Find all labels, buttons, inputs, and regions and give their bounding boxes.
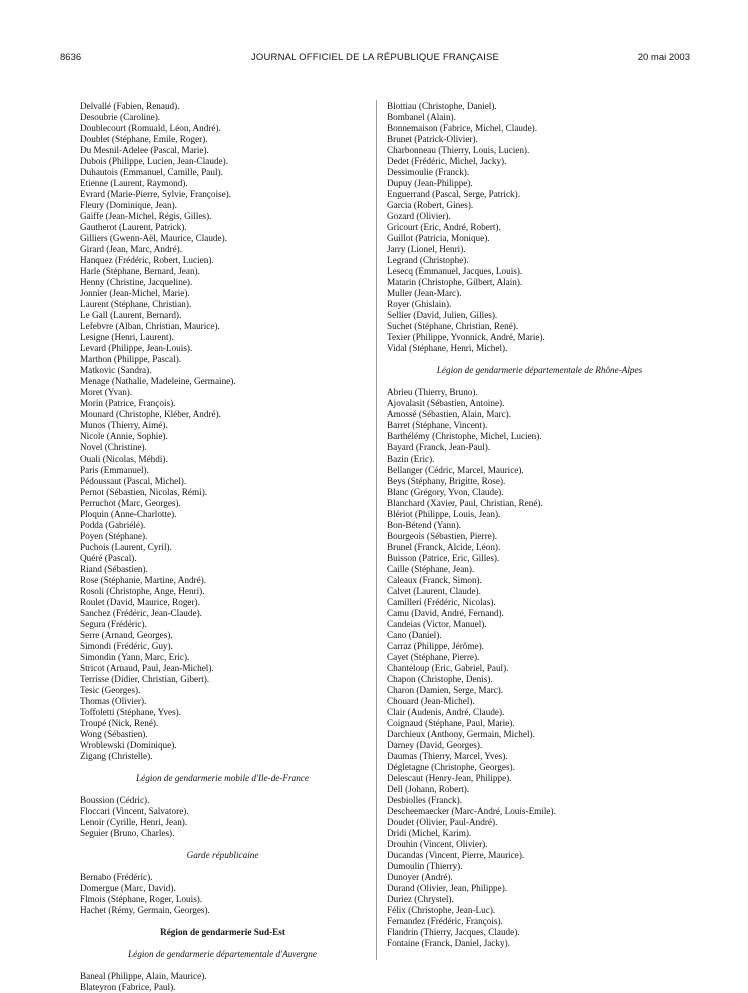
name-entry: Puchois (Laurent, Cyril).	[80, 541, 172, 552]
name-entry: Charbonneau (Thierry, Louis, Lucien).	[387, 145, 530, 156]
left-column	[80, 101, 365, 993]
journal-title: JOURNAL OFFICIEL DE LA RÉPUBLIQUE FRANÇAISE	[250, 52, 500, 63]
publication-date: 20 mai 2003	[637, 52, 690, 63]
name-entry: Matkovic (Sandra).	[80, 365, 152, 376]
name-entry: Bombanel (Alain).	[387, 112, 456, 123]
name-entry: Laurent (Stéphane, Christian).	[80, 299, 192, 310]
name-entry: Thomas (Olivier).	[80, 695, 147, 706]
section-heading: Garde républicaine	[186, 850, 259, 861]
name-entry: Texier (Philippe, Yvonnick, André, Marie).	[387, 332, 545, 343]
name-entry: Fernandez (Frédéric, François).	[387, 916, 503, 927]
name-entry: Doudet (Olivier, Paul-André).	[387, 817, 498, 828]
name-entry: Dubois (Philippe, Lucien, Jean-Claude).	[80, 156, 228, 167]
section-heading: Légion de gendarmerie mobile d'Ile-de-France	[136, 772, 309, 783]
name-entry: Sanchez (Frédéric, Jean-Claude).	[80, 607, 202, 618]
name-entry: Pédoussaut (Pascal, Michel).	[80, 475, 187, 486]
name-entry: Hachet (Rémy, Germain, Georges).	[80, 905, 210, 916]
name-entry: Félix (Christophe, Jean-Luc).	[387, 905, 496, 916]
name-entry: Gricourt (Eric, André, Robert).	[387, 222, 501, 233]
name-entry: Flandrin (Thierry, Jacques, Claude).	[387, 927, 520, 938]
name-entry: Duhautois (Emmanuel, Camille, Paul).	[80, 167, 223, 178]
name-entry: Gozard (Olivier).	[387, 211, 451, 222]
name-entry: Flmois (Stéphane, Roger, Louis).	[80, 894, 203, 905]
name-entry: Rose (Stéphanie, Martine, André).	[80, 574, 207, 585]
name-entry: Levard (Philippe, Jean-Louis).	[80, 343, 193, 354]
name-entry: Morin (Patrice, François).	[80, 398, 176, 409]
name-entry: Simondi (Frédéric, Guy).	[80, 640, 173, 651]
name-entry: Fleury (Dominique, Jean).	[80, 200, 177, 211]
name-entry: Suchet (Stéphane, Christian, René).	[387, 321, 519, 332]
name-entry: Dunoyer (André).	[387, 872, 453, 883]
blank-line	[387, 354, 692, 365]
name-entry: Vidal (Stéphane, Henri, Michel).	[387, 343, 508, 354]
name-entry: Segura (Frédéric).	[80, 618, 147, 629]
name-entry: Descheemaecker (Marc-André, Louis-Emile).	[387, 806, 556, 816]
name-entry: Blériot (Philippe, Louis, Jean).	[387, 508, 501, 519]
name-entry: Dridi (Michel, Karim).	[387, 828, 472, 839]
name-entry: Bonnemaison (Fabrice, Michel, Claude).	[387, 123, 538, 134]
right-column	[387, 101, 692, 949]
name-entry: Zigang (Christelle).	[80, 750, 153, 761]
name-entry: Fontaine (Franck, Daniel, Jacky).	[387, 938, 510, 949]
name-entry: Gautherot (Laurent, Patrick).	[80, 222, 187, 233]
name-entry: Buisson (Patrice, Eric, Gilles).	[387, 552, 500, 563]
name-entry: Ducandas (Vincent, Pierre, Maurice).	[387, 850, 525, 861]
name-entry: Durand (Olivier, Jean, Philippe).	[387, 883, 508, 894]
name-entry: Bernabo (Frédéric).	[80, 872, 153, 883]
name-entry: Clair (Audenis, André, Claude).	[387, 706, 505, 717]
name-entry: Desbiolles (Franck).	[387, 794, 463, 805]
name-entry: Mounard (Christophe, Kléber, André).	[80, 409, 221, 420]
name-entry: Lesecq (Emmanuel, Jacques, Louis).	[387, 266, 523, 277]
name-entry: Darchieux (Anthony, Germain, Michel).	[387, 728, 535, 739]
name-entry: Chouard (Jean-Michel).	[387, 695, 475, 706]
name-entry: Amossé (Sébastien, Alain, Marc).	[387, 409, 512, 420]
blank-line	[80, 938, 365, 949]
blank-line	[80, 861, 365, 872]
name-entry: Garcia (Robert, Gines).	[387, 200, 474, 211]
name-entry: Doublecourt (Romuald, Léon, André).	[80, 123, 221, 134]
name-entry: Podda (Gabriélé).	[80, 519, 146, 530]
name-entry: Dégletagne (Christophe, Georges).	[387, 761, 515, 772]
name-entry: Muller (Jean-Marc).	[387, 288, 462, 299]
name-entry: Roulet (David, Maurice, Roger).	[80, 596, 200, 607]
name-entry: Enguerrand (Pascal, Serge, Patrick).	[387, 189, 521, 200]
name-entry: Abrieu (Thierry, Bruno).	[387, 387, 478, 398]
name-entry: Gaiffe (Jean-Michel, Régis, Gilles).	[80, 211, 212, 222]
name-entry: Legrand (Christophe).	[387, 255, 469, 266]
name-entry: Wong (Sébastien).	[80, 728, 148, 739]
name-entry: Quéré (Pascal).	[80, 552, 137, 563]
name-entry: Bellanger (Cédric, Marcel, Maurice).	[387, 464, 524, 475]
name-entry: Novel (Christine).	[80, 442, 147, 453]
blank-line	[80, 762, 365, 773]
name-entry: Barret (Stéphane, Vincent).	[387, 420, 488, 431]
name-entry: Dell (Johann, Robert).	[387, 783, 470, 794]
name-entry: Du Mesnil-Adelee (Pascal, Marie).	[80, 145, 209, 156]
page-number: 8636	[60, 52, 82, 63]
name-entry: Ouali (Nicolas, Méhdi).	[80, 453, 168, 464]
name-entry: Floccari (Vincent, Salvatore).	[80, 806, 189, 816]
name-entry: Pernot (Sébastien, Nicolas, Rémi).	[80, 486, 208, 497]
name-entry: Blottiau (Christophe, Daniel).	[387, 101, 497, 111]
name-entry: Darney (David, Georges).	[387, 739, 483, 750]
name-entry: Munos (Thierry, Aimé).	[80, 420, 168, 431]
name-entry: Caille (Stéphane, Jean).	[387, 563, 475, 574]
name-entry: Caleaux (Franck, Simon).	[387, 574, 482, 585]
name-entry: Boussion (Cédric).	[80, 794, 150, 805]
blank-line	[80, 839, 365, 850]
name-entry: Hanquez (Frédéric, Robert, Lucien).	[80, 255, 214, 266]
name-entry: Menage (Nathalie, Madeleine, Germaine).	[80, 376, 236, 387]
name-entry: Coignaud (Stéphane, Paul, Marie).	[387, 717, 515, 728]
name-entry: Royer (Ghislain).	[387, 299, 452, 310]
section-heading: Légion de gendarmerie départementale de Rhône-Alpes	[436, 365, 643, 376]
name-entry: Paris (Emmanuel).	[80, 464, 149, 475]
name-entry: Delescaut (Henry-Jean, Philippe).	[387, 772, 512, 783]
name-entry: Chapon (Christophe, Denis).	[387, 673, 493, 684]
name-entry: Bourgeois (Sébastien, Pierre).	[387, 530, 498, 541]
name-entry: Dumoulin (Thierry).	[387, 861, 463, 872]
name-entry: Jarry (Lionel, Henri).	[387, 244, 466, 255]
name-entry: Gilliers (Gwenn-Aël, Maurice, Claude).	[80, 233, 227, 244]
name-entry: Stricot (Arnaud, Paul, Jean-Michel).	[80, 662, 214, 673]
name-entry: Etienne (Laurent, Raymond).	[80, 178, 188, 189]
name-entry: Duriez (Chrystel).	[387, 894, 454, 905]
name-entry: Blanc (Grégory, Yvon, Claude).	[387, 486, 504, 497]
name-entry: Bon-Bétend (Yann).	[387, 519, 462, 530]
name-entry: Evrard (Marie-Pierre, Sylvie, Françoise).	[80, 189, 232, 200]
name-entry: Nicole (Annie, Sophie).	[80, 431, 168, 442]
name-entry: Bayard (Franck, Jean-Paul).	[387, 442, 491, 453]
name-entry: Daumas (Thierry, Marcel, Yves).	[387, 750, 508, 761]
name-entry: Charon (Damien, Serge, Marc).	[387, 684, 504, 695]
name-entry: Domergue (Marc, David).	[80, 883, 176, 894]
page-header	[60, 52, 690, 66]
blank-line	[387, 376, 692, 387]
name-entry: Delvallé (Fabien, Renaud).	[80, 101, 180, 111]
name-entry: Rosoli (Christophe, Ange, Henri).	[80, 585, 205, 596]
name-entry: Calvet (Laurent, Claude).	[387, 585, 481, 596]
name-entry: Camilleri (Frédéric, Nicolas).	[387, 596, 496, 607]
name-entry: Dupuy (Jean-Philippe).	[387, 178, 473, 189]
name-entry: Candeias (Victor, Manuel).	[387, 618, 487, 629]
name-entry: Troupé (Nick, René).	[80, 717, 159, 728]
name-entry: Barthélémy (Christophe, Michel, Lucien).	[387, 431, 542, 442]
name-entry: Wroblewski (Dominique).	[80, 739, 177, 750]
name-entry: Drouhin (Vincent, Olivier).	[387, 839, 488, 850]
name-entry: Harle (Stéphane, Bernard, Jean).	[80, 266, 200, 277]
column-divider	[376, 100, 377, 960]
name-entry: Carraz (Philippe, Jérôme).	[387, 640, 484, 651]
blank-line	[80, 916, 365, 927]
name-entry: Matarin (Christophe, Gilbert, Alain).	[387, 277, 523, 288]
name-entry: Baneal (Philippe, Alain, Maurice).	[80, 971, 207, 982]
name-entry: Seguier (Bruno, Charles).	[80, 828, 175, 839]
name-entry: Le Gall (Laurent, Bernard).	[80, 310, 182, 321]
name-entry: Terrisse (Didier, Christian, Gibert).	[80, 673, 210, 684]
name-entry: Blanchard (Xavier, Paul, Christian, René).	[387, 497, 543, 508]
name-entry: Poyen (Stéphane).	[80, 530, 148, 541]
name-entry: Brunet (Patrick-Olivier).	[387, 134, 478, 145]
name-entry: Riand (Sébastien).	[80, 563, 148, 574]
name-entry: Henny (Christine, Jacqueline).	[80, 277, 193, 288]
name-entry: Toffoletti (Stéphane, Yves).	[80, 706, 182, 717]
name-entry: Marthon (Philippe, Pascal).	[80, 354, 182, 365]
name-entry: Ploquin (Anne-Charlotte).	[80, 508, 177, 519]
name-entry: Ajovalasit (Sébastien, Antoine).	[387, 398, 505, 409]
name-entry: Girard (Jean, Marc, André).	[80, 244, 183, 255]
name-entry: Guillot (Patricia, Monique).	[387, 233, 490, 244]
name-entry: Brunel (Franck, Alcide, Léon).	[387, 541, 501, 552]
name-entry: Simondin (Yann, Marc, Eric).	[80, 651, 190, 662]
name-entry: Beys (Stéphany, Brigitte, Rose).	[387, 475, 506, 486]
section-heading: Région de gendarmerie Sud-Est	[160, 927, 285, 938]
name-entry: Bazin (Eric).	[387, 453, 435, 464]
blank-line	[80, 960, 365, 971]
name-entry: Lefebvre (Alban, Christian, Maurice).	[80, 321, 220, 332]
name-entry: Serre (Arnaud, Georges).	[80, 629, 173, 640]
section-heading: Légion de gendarmerie départementale d'Auvergne	[128, 949, 317, 960]
name-entry: Cayet (Stéphane, Pierre).	[387, 651, 480, 662]
name-entry: Tesic (Georges).	[80, 684, 141, 695]
name-entry: Blateyron (Fabrice, Paul).	[80, 982, 176, 993]
name-entry: Jonnier (Jean-Michel, Marie).	[80, 288, 190, 299]
name-entry: Cano (Daniel).	[387, 629, 442, 640]
name-entry: Chanteloup (Eric, Gabriel, Paul).	[387, 662, 509, 673]
name-entry: Lesigne (Henri, Laurent).	[80, 332, 174, 343]
name-entry: Doublet (Stéphane, Emile, Roger).	[80, 134, 208, 145]
name-entry: Lenoir (Cyrille, Henri, Jean).	[80, 817, 188, 828]
name-entry: Dedet (Frédéric, Michel, Jacky).	[387, 156, 507, 167]
name-entry: Perruchot (Marc, Georges).	[80, 497, 181, 508]
name-entry: Camu (David, André, Fernand).	[387, 607, 504, 618]
blank-line	[80, 784, 365, 795]
name-entry: Dessimoulie (Franck).	[387, 167, 470, 178]
name-entry: Desoubrie (Caroline).	[80, 112, 161, 123]
name-entry: Sellier (David, Julien, Gilles).	[387, 310, 498, 321]
name-entry: Moret (Yvan).	[80, 387, 133, 398]
